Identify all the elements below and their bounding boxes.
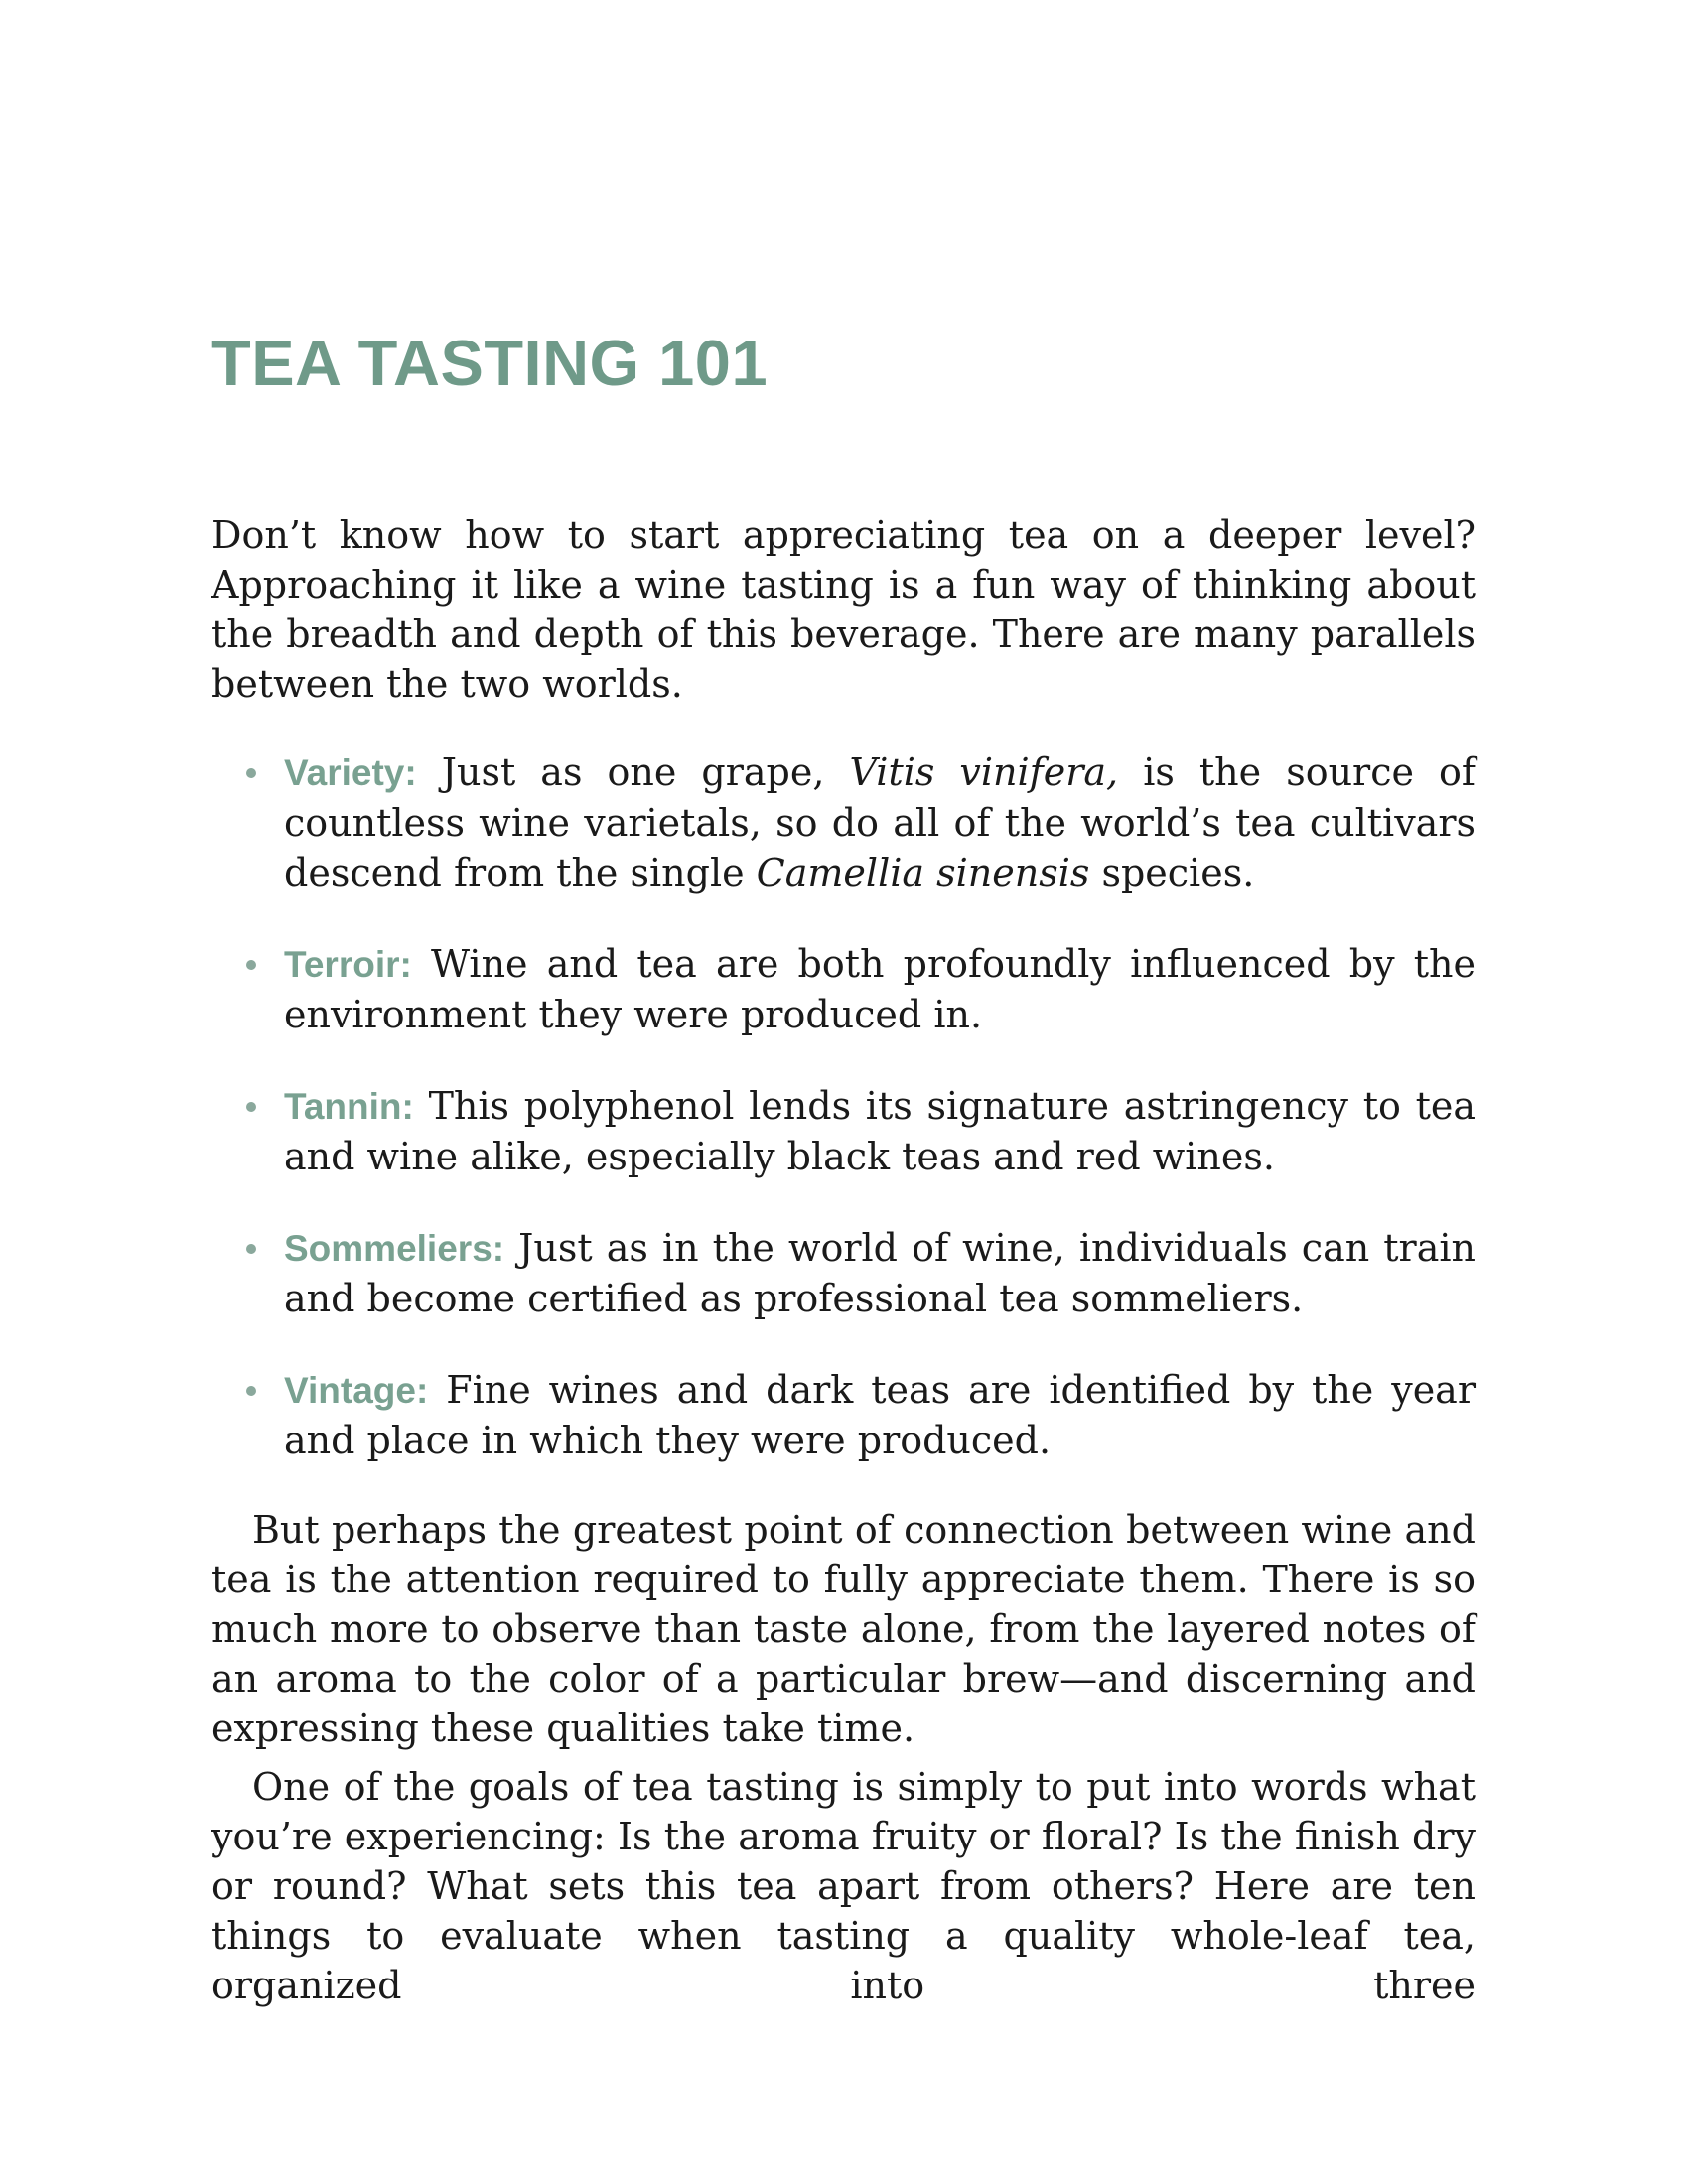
term-label: Sommeliers: [284,1228,505,1269]
body-paragraph-1: But perhaps the greatest point of connection between wine and tea is the attention required to fully appreciate them. There is so much more to observe than taste alone, from the layered notes of an aroma to the color of a particular brew—and discerning and expressing these qualities take time. [211,1508,1476,1750]
page-title: TEA TASTING 101 [211,327,769,399]
list-item-variety [211,748,1476,897]
bullet-dot-icon [246,1386,256,1396]
intro-paragraph: Don’t know how to start appreciating tea on a deeper level? Approaching it like a wine tasting is a fun way of thinking about the breadth and depth of this beverage. There are many parallels between the two worlds. [211,513,1476,706]
item-text: Fine wines and dark teas are identified by the year and place in which they were produced. [284,1368,1476,1462]
term-label: Variety: [284,752,417,793]
item-text: This polyphenol lends its signature astringency to tea and wine alike, especially black teas and red wines. [284,1084,1476,1178]
italic-scientific-name: Camellia sinensis [756,851,1090,894]
bullet-dot-icon [246,768,256,778]
list-item-tannin [211,1081,1476,1181]
list-item-vintage [211,1365,1476,1465]
bullet-dot-icon [246,960,256,970]
term-label: Vintage: [284,1370,429,1411]
body-paragraph-2: One of the goals of tea tasting is simply to put into words what you’re experiencing: Is the aroma fruity or floral? Is the finish dry or round? What sets this tea apart from others? Here are ten things to evaluate when tasting a quality whole-leaf tea, organized into three [211,1765,1476,2007]
item-text: Just as in the world of wine, individuals can train and become certified as professional tea sommeliers. [284,1226,1476,1320]
item-text: is the source of countless wine varietals, so do all of the world’s tea cultivars descend from the single [284,751,1476,894]
list-item-sommeliers [211,1223,1476,1323]
term-label: Terroir: [284,944,412,985]
list-item-terroir [211,939,1476,1039]
item-text: Just as one grape, [416,751,850,794]
italic-scientific-name: Vitis vinifera, [849,751,1119,794]
parallels-list [211,748,1476,1507]
bullet-dot-icon [246,1244,256,1254]
term-label: Tannin: [284,1086,414,1127]
bullet-dot-icon [246,1102,256,1112]
item-text: species. [1089,851,1255,894]
item-text: Wine and tea are both profoundly influenced by the environment they were produced in. [284,942,1476,1036]
